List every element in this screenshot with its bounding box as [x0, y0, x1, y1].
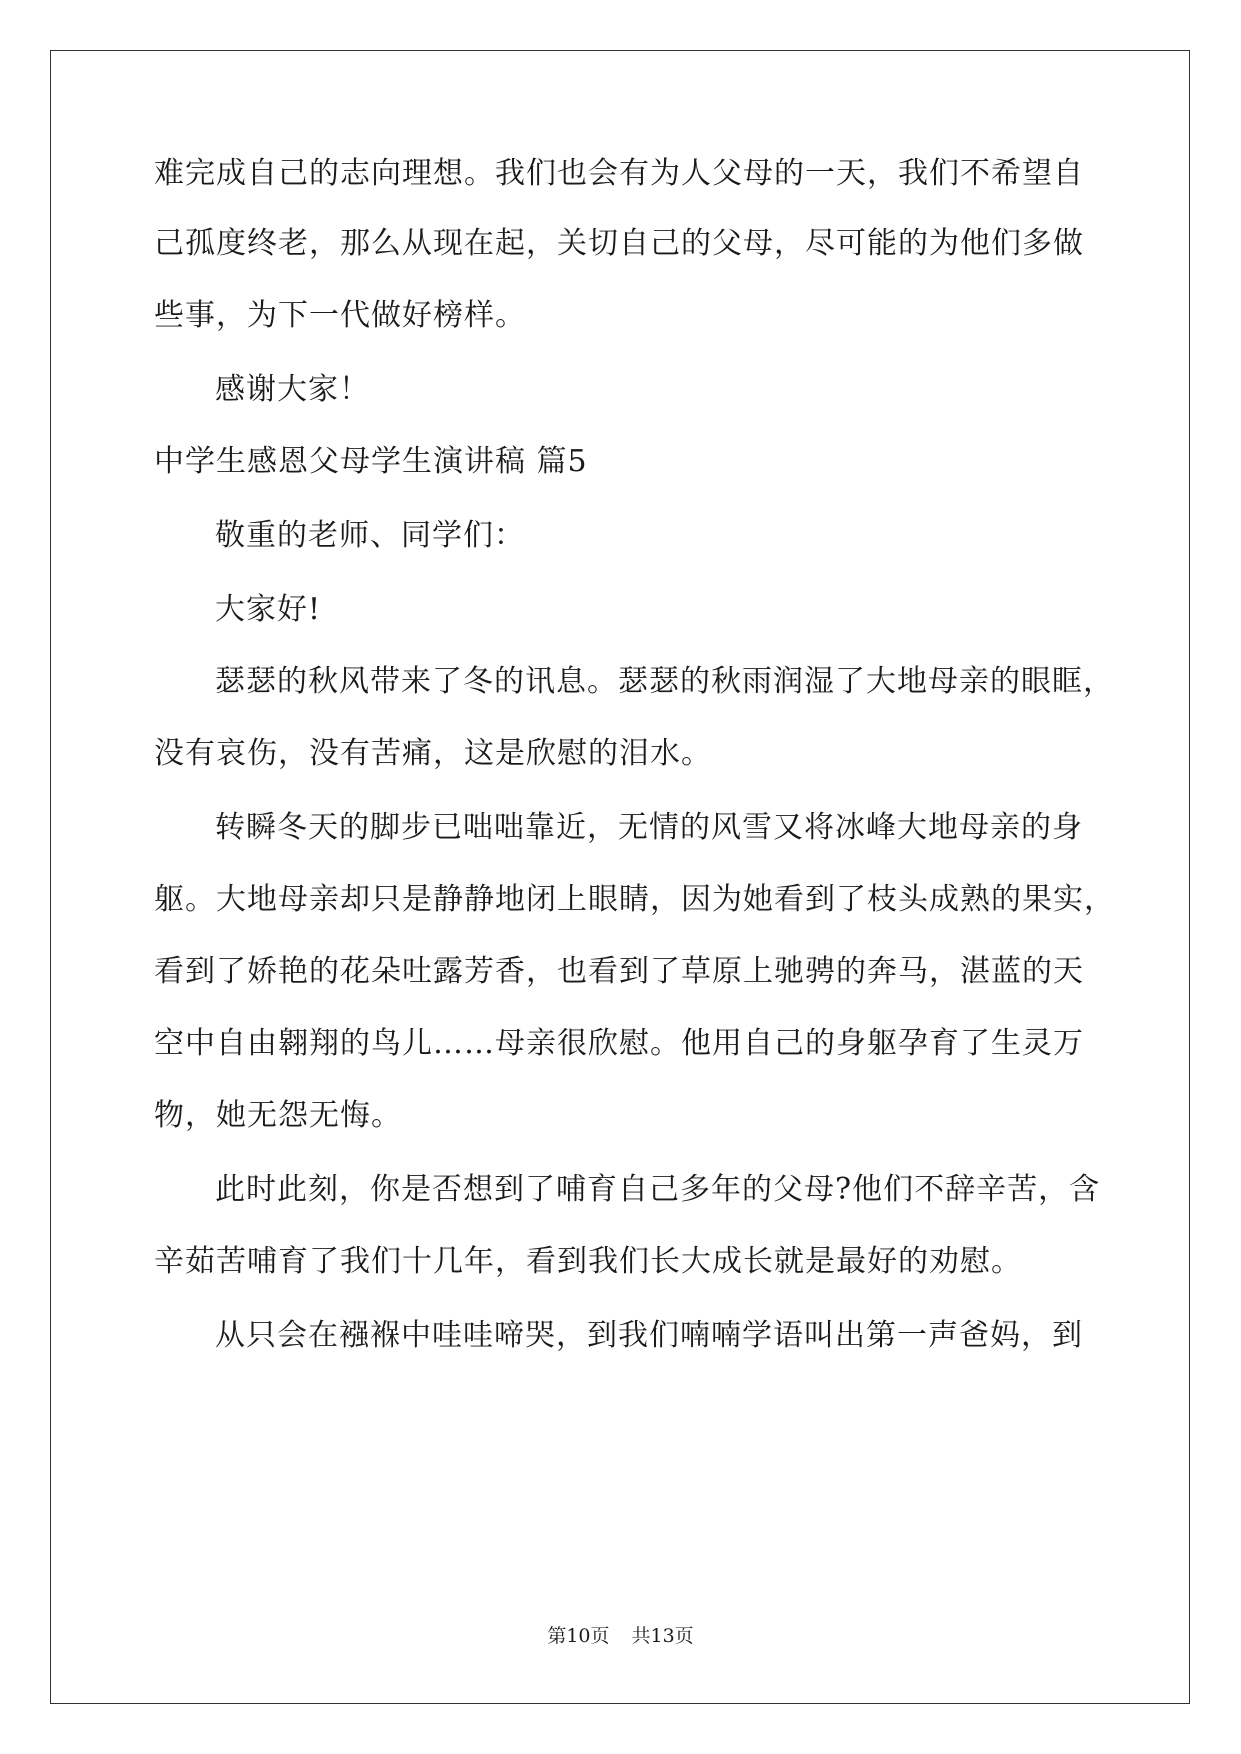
greeting: 大家好!: [215, 592, 322, 627]
body-line: 转瞬冬天的脚步已咄咄靠近，无情的风雪又将冰峰大地母亲的身: [215, 810, 1083, 845]
body-line: 空中自由翱翔的鸟儿……母亲很欣慰。他用自己的身躯孕育了生灵万: [154, 1026, 1084, 1061]
section-heading: 中学生感恩父母学生演讲稿 篇5: [154, 444, 588, 479]
body-line: 此时此刻，你是否想到了哺育自己多年的父母?他们不辞辛苦，含: [215, 1172, 1101, 1207]
salutation: 敬重的老师、同学们：: [215, 518, 525, 553]
body-line: 物，她无怨无悔。: [154, 1098, 402, 1133]
body-line: 些事，为下一代做好榜样。: [154, 298, 526, 333]
body-line: 从只会在襁褓中哇哇啼哭，到我们喃喃学语叫出第一声爸妈，到: [215, 1318, 1083, 1353]
body-line: 辛茹苦哺育了我们十几年，看到我们长大成长就是最好的劝慰。: [154, 1244, 1022, 1279]
page-number: 第10页: [547, 1625, 610, 1647]
body-line: 难完成自己的志向理想。我们也会有为人父母的一天，我们不希望自: [154, 156, 1084, 191]
body-line: 己孤度终老，那么从现在起，关切自己的父母，尽可能的为他们多做: [154, 226, 1084, 261]
body-line: 瑟瑟的秋风带来了冬的讯息。瑟瑟的秋雨润湿了大地母亲的眼眶，: [215, 664, 1114, 699]
body-line: 没有哀伤，没有苦痛，这是欣慰的泪水。: [154, 736, 712, 771]
closing-line: 感谢大家！: [215, 372, 370, 407]
page-footer: [0, 1624, 1241, 1648]
page-total: 共13页: [631, 1625, 694, 1647]
body-line: 看到了娇艳的花朵吐露芳香，也看到了草原上驰骋的奔马，湛蓝的天: [154, 954, 1084, 989]
body-line: 躯。大地母亲却只是静静地闭上眼睛，因为她看到了枝头成熟的果实，: [154, 882, 1115, 917]
